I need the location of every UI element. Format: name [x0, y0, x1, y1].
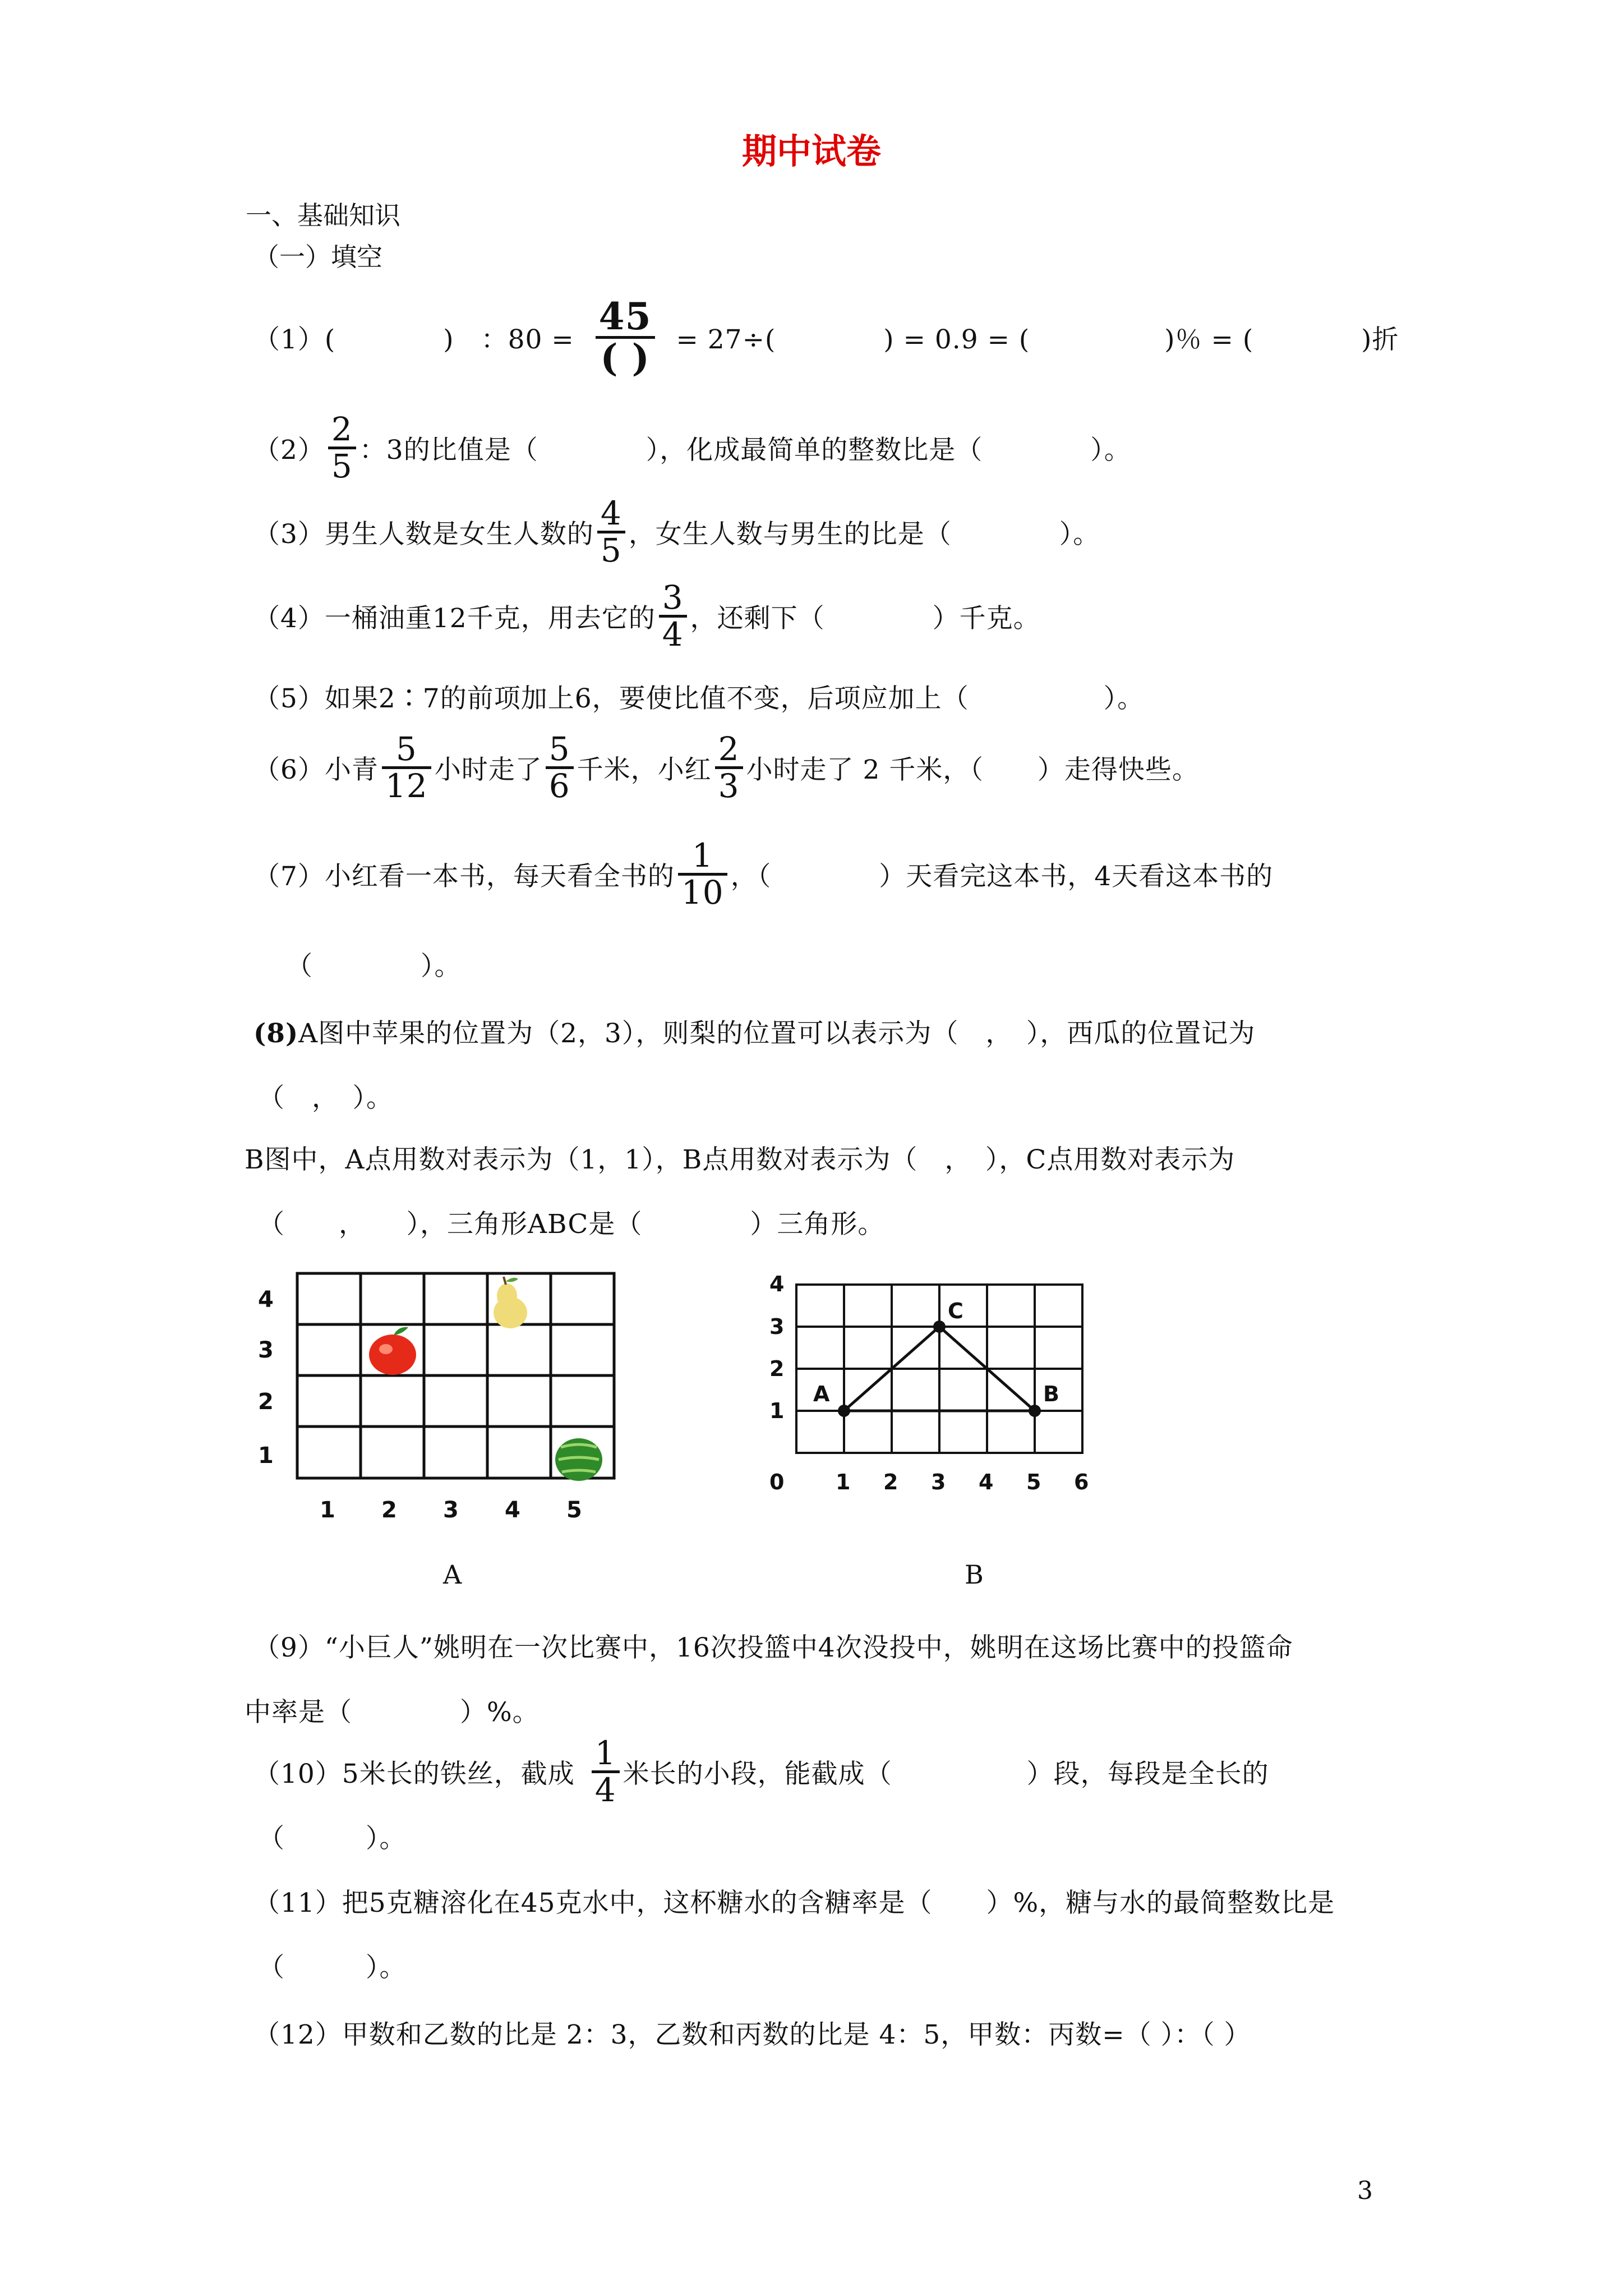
- figure-b-x-tick: 4: [979, 1470, 994, 1494]
- question-7-continuation: （ ）。: [286, 951, 462, 982]
- question-6-part-a: （6）小青: [253, 754, 379, 785]
- figure-a-x-tick: 3: [443, 1497, 459, 1523]
- question-3: [253, 496, 1100, 568]
- question-10-part-b: 米长的小段，能截成（ ）段，每段是全长的: [623, 1758, 1269, 1789]
- question-8-part-a: A图中苹果的位置为（2，3），则梨的位置可以表示为（ ， ），西瓜的位置记为: [298, 1018, 1256, 1049]
- point-b: [1029, 1405, 1041, 1417]
- fraction-numerator: 1: [594, 1734, 616, 1772]
- point-a-label: A: [813, 1382, 830, 1406]
- fraction-numerator: 3: [662, 578, 684, 616]
- question-7-part-a: （7）小红看一本书，每天看全书的: [253, 861, 675, 892]
- fraction-denominator: 3: [718, 766, 740, 805]
- figure-b-y-tick: 3: [769, 1314, 785, 1339]
- question-12: （12）甲数和乙数的比是 2：3，乙数和丙数的比是 4：5，甲数：丙数=（ ）：（ ）: [253, 2019, 1251, 2050]
- point-c: [933, 1320, 946, 1333]
- question-2-part-a: （2）: [253, 434, 325, 466]
- figure-b-gridlines: [796, 1285, 1082, 1453]
- question-4: [253, 578, 1040, 654]
- figure-b-y-tick: 1: [769, 1398, 785, 1423]
- fraction-denominator: 5: [331, 447, 353, 485]
- watermelon-icon: [555, 1438, 602, 1481]
- figure-a-y-tick: 2: [258, 1389, 274, 1415]
- question-8-continuation: （ ， ）。: [258, 1083, 393, 1114]
- figure-a-grid: [247, 1262, 651, 1531]
- fraction-numerator: 1: [691, 836, 713, 875]
- figure-b-caption: B: [965, 1559, 984, 1590]
- figure-b-x-tick: 6: [1074, 1470, 1089, 1494]
- question-10-continuation: （ ）。: [258, 1823, 407, 1854]
- fraction-1-10: [678, 836, 727, 912]
- fraction-denominator: 5: [600, 531, 622, 569]
- fraction-denominator: 4: [594, 1770, 616, 1809]
- question-8-b-figure-text: B图中，A点用数对表示为（1，1），B点用数对表示为（ ， ），C点用数对表示为: [245, 1144, 1235, 1175]
- figure-a-x-tick: 1: [320, 1497, 335, 1523]
- fraction-5-12: [382, 732, 431, 803]
- question-4-part-b: ，还剩下（ ）千克。: [690, 602, 1040, 634]
- fraction-denominator: 12: [385, 766, 428, 805]
- section-heading: 一、基础知识: [246, 200, 400, 231]
- fraction-2-3: [715, 732, 743, 803]
- pear-icon: [494, 1277, 527, 1328]
- question-6-part-c: 千米，小红: [577, 754, 712, 785]
- question-4-part-a: （4）一桶油重12千克，用去它的: [253, 602, 656, 634]
- figure-a-caption: A: [443, 1559, 462, 1590]
- figure-b-x-tick: 0: [769, 1470, 785, 1494]
- point-a: [838, 1405, 850, 1417]
- figure-a-x-tick: 5: [566, 1497, 582, 1523]
- question-11-continuation: （ ）。: [258, 1952, 407, 1983]
- figure-a-x-tick: 4: [505, 1497, 520, 1523]
- fraction-numerator: 2: [331, 410, 353, 448]
- question-2-part-b: ：3的比值是（ ），化成最简单的整数比是（ ）。: [359, 434, 1131, 466]
- figure-a-x-tick: 2: [381, 1497, 397, 1523]
- question-8: [253, 1013, 1255, 1050]
- figure-a-y-tick: 1: [258, 1443, 274, 1469]
- figure-b-x-tick: 1: [836, 1470, 851, 1494]
- question-10: [253, 1736, 1269, 1807]
- fraction-45-blank: [596, 297, 655, 378]
- page-title: 期中试卷: [741, 131, 881, 172]
- question-11: （11）把5克糖溶化在45克水中，这杯糖水的含糖率是（ ）%，糖与水的最简整数比是: [253, 1888, 1335, 1918]
- fraction-1-4: [592, 1736, 620, 1807]
- question-1-part-b: = 27÷( ) = 0.9 = ( )％ = ( )折: [667, 324, 1399, 356]
- question-5: （5）如果2∶7的前项加上6，要使比值不变，后项应加上（ ）。: [253, 683, 1145, 714]
- point-b-label: B: [1043, 1382, 1059, 1406]
- question-2: [253, 412, 1131, 484]
- fraction-denominator: 6: [548, 766, 570, 805]
- fraction-numerator: 5: [395, 730, 417, 768]
- question-8-b-continuation: （ ， ），三角形ABC是（ ）三角形。: [258, 1209, 885, 1240]
- question-9: （9）“小巨人”姚明在一次比赛中，16次投篮中4次没投中，姚明在这场比赛中的投篮命: [253, 1632, 1293, 1663]
- fraction-2-5: [328, 412, 356, 484]
- fraction-denominator: 10: [681, 873, 724, 912]
- figure-b-x-tick: 2: [883, 1470, 898, 1494]
- fraction-4-5: [597, 496, 625, 568]
- question-3-part-a: （3）男生人数是女生人数的: [253, 518, 594, 550]
- fraction-numerator: 4: [600, 494, 622, 532]
- figure-b-x-tick: 5: [1026, 1470, 1041, 1494]
- fraction-numerator: 2: [718, 730, 740, 768]
- question-1-part-a: （1）( ) ：80 =: [253, 324, 583, 356]
- subsection-heading: （一）填空: [253, 242, 382, 272]
- fraction-3-4: [659, 578, 687, 654]
- figure-b-grid: [746, 1262, 1116, 1509]
- question-7-part-b: ，（ ）天看完这本书，4天看这本书的: [730, 861, 1274, 892]
- page-number: 3: [1357, 2177, 1373, 2205]
- figure-a-y-tick: 4: [258, 1287, 274, 1313]
- figure-b-y-tick: 4: [769, 1272, 785, 1296]
- apple-icon: [369, 1327, 416, 1375]
- question-9-continuation: 中率是（ ）%。: [245, 1697, 540, 1728]
- figure-b-y-tick: 2: [769, 1356, 785, 1381]
- question-10-part-a: （10）5米长的铁丝，截成: [253, 1758, 575, 1789]
- question-7: [253, 836, 1274, 912]
- question-8-number: (8): [253, 1018, 299, 1049]
- question-6-part-d: 小时走了 2 千米，（ ）走得快些。: [746, 754, 1199, 785]
- figure-b-x-tick: 3: [931, 1470, 946, 1494]
- question-3-part-b: ，女生人数与男生的比是（ ）。: [628, 518, 1100, 550]
- fraction-5-6: [546, 732, 574, 803]
- point-c-label: C: [948, 1299, 963, 1323]
- fraction-denominator: 4: [662, 615, 684, 654]
- fraction-denominator: ( ): [600, 336, 650, 380]
- question-6-part-b: 小时走了: [434, 754, 542, 785]
- question-1: [253, 297, 1399, 378]
- question-6: [253, 732, 1199, 803]
- fraction-numerator: 45: [598, 295, 652, 338]
- fraction-numerator: 5: [548, 730, 570, 768]
- figure-a-y-tick: 3: [258, 1337, 274, 1363]
